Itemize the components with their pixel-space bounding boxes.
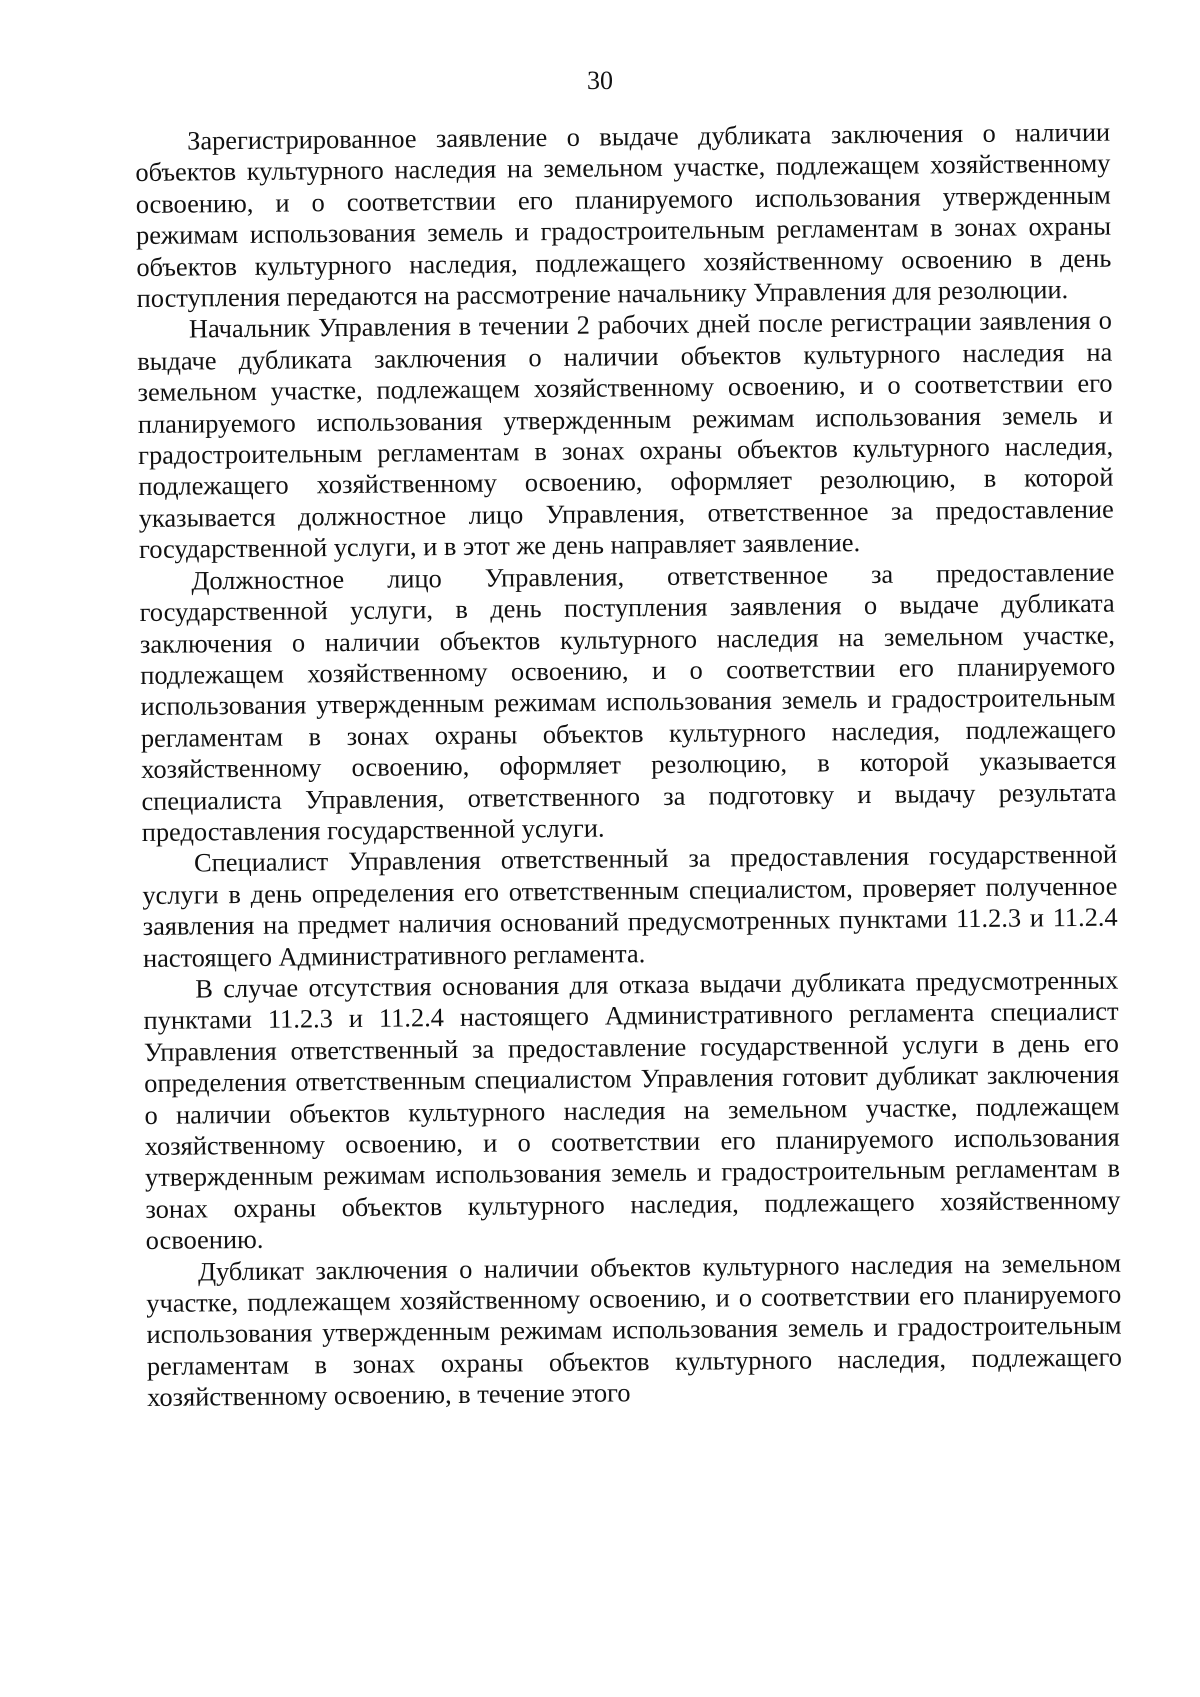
paragraph-head-resolution: Начальник Управления в течении 2 рабочих дней после регистрации заявления о выдаче дубликата заключения о наличии объектов культурного наследия на земельном участке, подлежащем хозяйственному освоению, и о соответствии его планируемого использования утвержденным режимам использования земель и градостроительным регламентам в зонах охраны объектов культурного наследия, подлежащего хозяйственному освоению, оформляет резолюцию, в которой указывается должностное лицо Управления, ответственное за предоставление государственной услуги, и в этот же день направляет заявление. [137, 305, 1114, 565]
paragraph-official-resolution: Должностное лицо Управления, ответственное за предоставление государственной услуги, в день поступления заявления о выдаче дубликата заключения о наличии объектов культурного наследия на земельном участке, подлежащем хозяйственному освоению, и о соответствии его планируемого использования утвержденным режимам использования земель и градостроительным регламентам в зонах охраны объектов культурного наследия, подлежащего хозяйственному освоению, оформляет резолюцию, в которой указывается специалиста Управления, ответственного за подготовку и выдачу результата предоставления государственной услуги. [139, 556, 1117, 847]
paragraph-duplicate-preparation: В случае отсутствия основания для отказа выдачи дубликата предусмотренных пунктами 11.2.3 и 11.2.4 настоящего Административного регламента специалист Управления ответственный за предоставление государственной услуги в день его определения ответственным специалистом Управления готовит дубликат заключения о наличии объектов культурного наследия на земельном участке, подлежащем хозяйственному освоению, и о соответствии его планируемого использования утвержденным режимам использования земель и градостроительным регламентам в зонах охраны объектов культурного наследия, подлежащего хозяйственному освоению. [143, 964, 1121, 1256]
page-number: 30 [587, 66, 613, 95]
paragraph-registration: Зарегистрированное заявление о выдаче дубликата заключения о наличии объектов культурного наследия на земельном участке, подлежащем хозяйственному освоению, и о соответствии его планируемого использования утвержденным режимам использования земель и градостроительным регламентам в зонах охраны объектов культурного наследия, подлежащего хозяйственному освоению в день поступления передаются на рассмотрение начальнику Управления для резолюции. [135, 116, 1112, 314]
paragraph-specialist-check: Специалист Управления ответственный за предоставления государственной услуги в день определения его ответственным специалистом, проверяет полученное заявления на предмет наличия оснований предусмотренных пунктами 11.2.3 и 11.2.4 настоящего Административного регламента. [142, 838, 1118, 973]
document-body [135, 117, 1122, 1414]
paragraph-duplicate-issue: Дубликат заключения о наличии объектов культурного наследия на земельном участке, подлежащем хозяйственному освоению, и о соответствии его планируемого использования утвержденным режимам использования земель и градостроительным регламентам в зонах охраны объектов культурного наследия, подлежащего хозяйственному освоению, в течение этого [146, 1247, 1123, 1413]
